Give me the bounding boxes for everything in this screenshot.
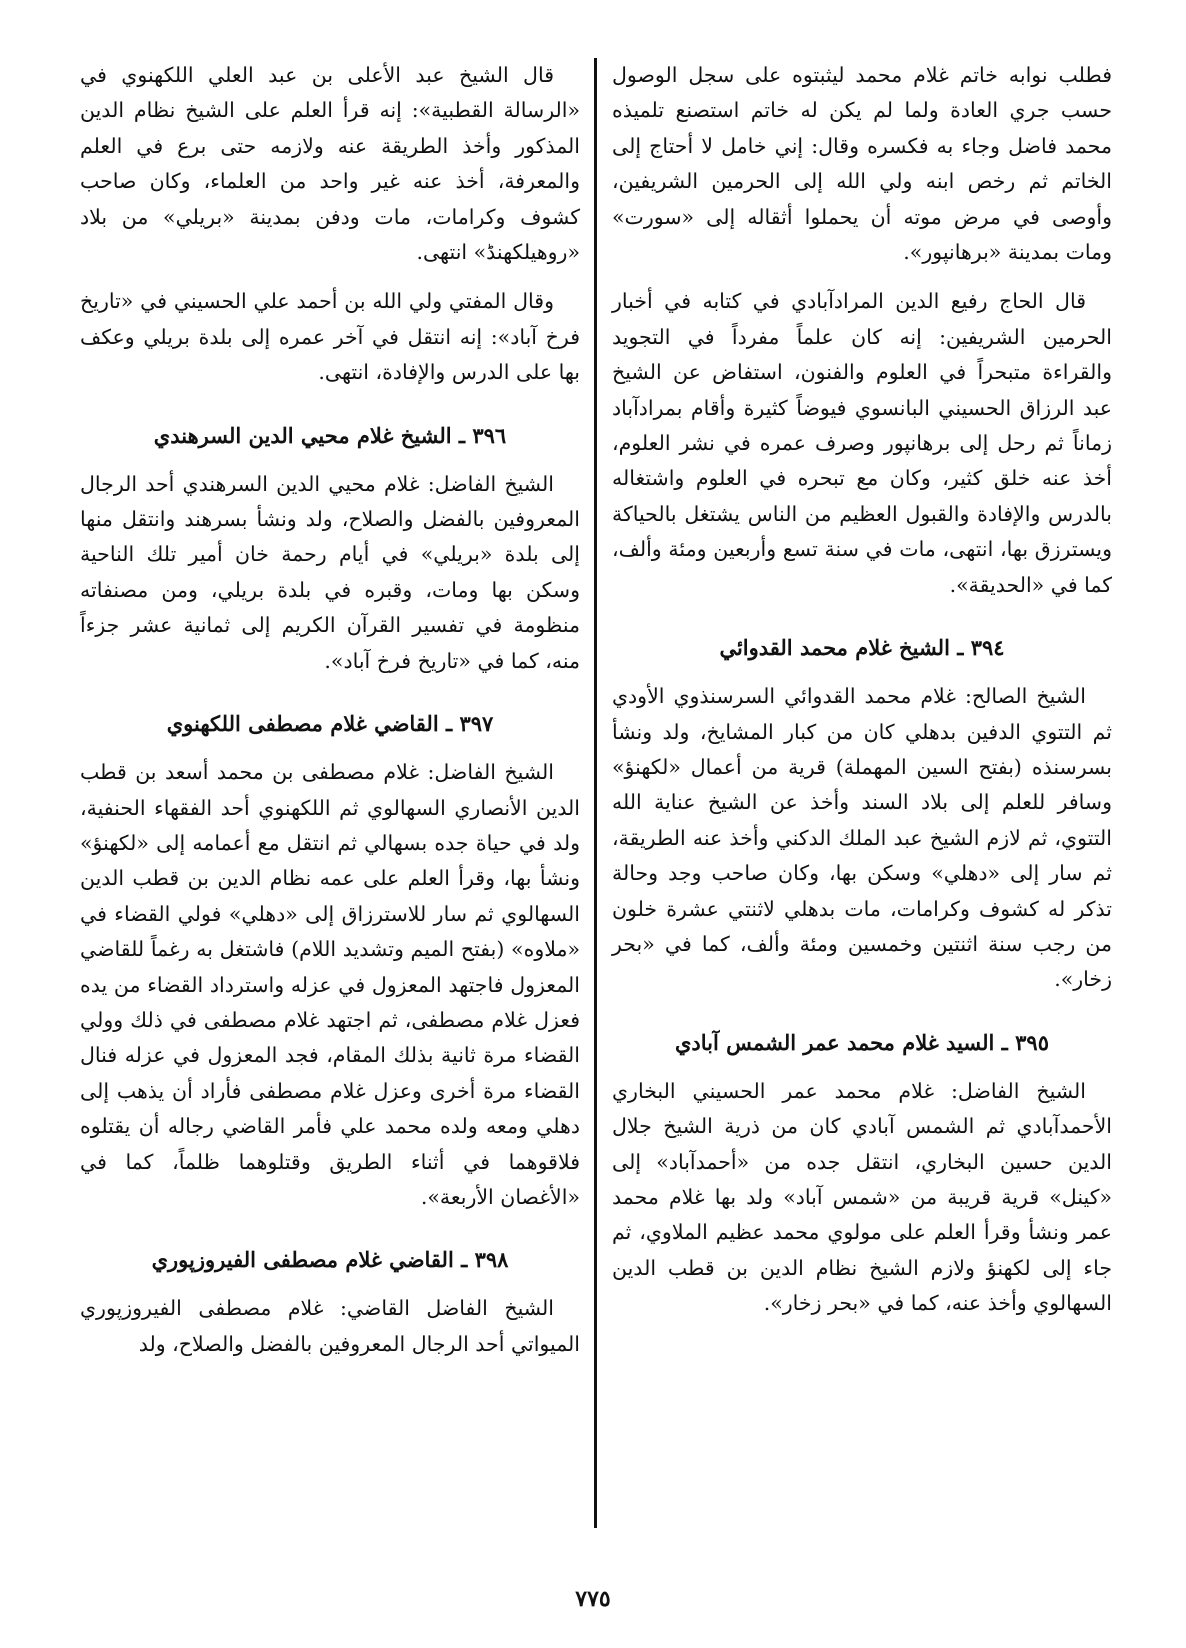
left-column [80,58,580,1528]
entry-text-397: الشيخ الفاضل: غلام مصطفى بن محمد أسعد بن قطب الدين الأنصاري السهالوي ثم اللكهنوي أحد الفقهاء الحنفية، ولد في حياة جده بسهالي ثم انتقل مع أعمامه إلى «لكهنؤ» ونشأ بها، وقرأ العلم على عمه نظام الدين بن قطب الدين السهالوي ثم سار للاسترزاق إلى «دهلي» فولي القضاء في «ملاوه» (بفتح الميم وتشديد اللام) فاشتغل به رغماً للقاضي المعزول فاجتهد المعزول في عزله واسترداد القضاء من يده فعزل غلام مصطفى، ثم اجتهد غلام مصطفى في ذلك وولي القضاء مرة ثانية بذلك المقام، فجد المعزول في عزله فنال القضاء مرة أخرى وعزل غلام مصطفى فأراد أن يذهب إلى دهلي ومعه ولده محمد علي فأمر القاضي رجاله أن يقتلوه فلاقوهما في أثناء الطريق وقتلوهما ظلماً، كما في «الأغصان الأربعة». [80,760,580,1209]
paragraph: قال الحاج رفيع الدين المرادآبادي في كتابه في أخبار الحرمين الشريفين: إنه كان علماً مفرداً في التجويد والقراءة متبحراً في العلوم والفنون، استفاض عن الشيخ عبد الرزاق الحسيني البانسوي فيوضاً كثيرة وأقام بمرادآباد زماناً ثم رحل إلى برهانپور وصرف عمره في نشر العلوم، أخذ عنه خلق كثير، وكان مع تبحره في العلوم واشتغاله بالدرس والإفادة والقبول العظيم من الناس يشتغل بالحياكة ويسترزق بها، انتهى، مات في سنة تسع وأربعين ومئة وألف، كما في «الحديقة». [612,289,1112,597]
paragraph: وقال المفتي ولي الله بن أحمد علي الحسيني في «تاريخ فرخ آباد»: إنه انتقل في آخر عمره إلى بلدة بريلي وعكف بها على الدرس والإفادة، انتهى. [80,289,580,385]
entry-heading-397: ٣٩٧ ـ القاضي غلام مصطفى اللكهنوي [166,711,494,737]
entry-text-396: الشيخ الفاضل: غلام محيي الدين السرهندي أحد الرجال المعروفين بالفضل والصلاح، ولد ونشأ بسرهند وانتقل منها إلى بلدة «بريلي» في أيام رحمة خان أمير تلك الناحية وسكن بها ومات، وقبره في بلدة بريلي، ومن مصنفاته منظومة في تفسير القرآن الكريم إلى ثمانية عشر جزءاً منه، كما في «تاريخ فرخ آباد». [80,471,580,673]
right-column [612,58,1112,1528]
paragraph: قال الشيخ عبد الأعلى بن عبد العلي اللكهنوي في «الرسالة القطبية»: إنه قرأ العلم على الشيخ نظام الدين المذكور وأخذ الطريقة عنه ولازمه حتى برع في العلم والمعرفة، أخذ عنه غير واحد من العلماء، وكان صاحب كشوف وكرامات، مات ودفن بمدينة «بريلي» من بلاد «روهيلكهنڈ» انتهى. [80,63,580,265]
paragraph: فطلب نوابه خاتم غلام محمد ليثبتوه على سجل الوصول حسب جري العادة ولما لم يكن له خاتم استصنع تلميذه محمد فاضل وجاء به فكسره وقال: إني خامل لا أحتاج إلى الخاتم ثم رخص ابنه ولي الله إلى الحرمين الشريفين، وأوصى في مرض موته أن يحملوا أثقاله إلى «سورت» ومات بمدينة «برهانپور». [612,63,1112,265]
entry-text-398: الشيخ الفاضل القاضي: غلام مصطفى الفيروزپوري الميواتي أحد الرجال المعروفين بالفضل والصلاح، ولد [80,1296,580,1356]
entry-text-394: الشيخ الصالح: غلام محمد القدوائي السرسنذوي الأودي ثم التتوي الدفين بدهلي كان من كبار المشايخ، ولد ونشأ بسرسنذه (بفتح السين المهملة) قرية من أعمال «لكهنؤ» وسافر للعلم إلى بلاد السند وأخذ عن الشيخ عناية الله التتوي، ثم لازم الشيخ عبد الملك الدكني وأخذ عنه الطريقة، ثم سار إلى «دهلي» وسكن بها، وكان صاحب وجد وحالة تذكر له كشوف وكرامات، مات بدهلي لاثنتي عشرة خلون من رجب سنة اثنتين وخمسين ومئة وألف، كما في «بحر زخار». [612,684,1112,992]
column-divider [594,58,597,1528]
entry-text-395: الشيخ الفاضل: غلام محمد عمر الحسيني البخاري الأحمدآبادي ثم الشمس آبادي كان من ذرية الشيخ جلال الدين حسين البخاري، انتقل جده من «أحمدآباد» إلى «كينل» قرية قريبة من «شمس آباد» ولد بها غلام محمد عمر ونشأ وقرأ العلم على مولوي محمد عظيم الملاوي، ثم جاء إلى لكهنؤ ولازم الشيخ نظام الدين بن قطب الدين السهالوي وأخذ عنه، كما في «بحر زخار». [612,1078,1112,1316]
entry-heading-398: ٣٩٨ ـ القاضي غلام مصطفى الفيروزپوري [151,1247,509,1273]
entry-heading-395: ٣٩٥ ـ السيد غلام محمد عمر الشمس آبادي [675,1029,1049,1055]
page-number: ٧٧٥ [575,1586,611,1612]
entry-heading-394: ٣٩٤ ـ الشيخ غلام محمد القدوائي [719,635,1005,661]
entry-heading-396: ٣٩٦ ـ الشيخ غلام محيي الدين السرهندي [153,422,507,448]
